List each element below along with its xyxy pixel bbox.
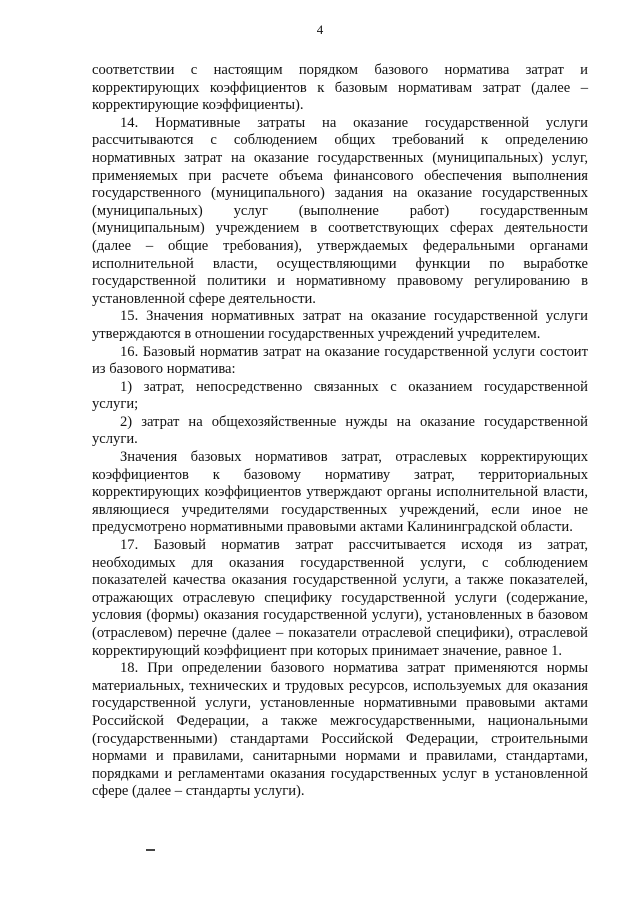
paragraph-16: 16. Базовый норматив затрат на оказание государственной услуги состоит из базового норматива:: [92, 343, 588, 378]
list-item-1: 1) затрат, непосредственно связанных с оказанием государственной услуги;: [92, 378, 588, 413]
paragraph-base-values: Значения базовых нормативов затрат, отраслевых корректирующих коэффициентов к базовому нормативу затрат, территориальных корректирующих коэффициентов утверждают органы исполнительной власти, являющиеся учредителями государственных учреждений, если иное не предусмотрено нормативными правовыми актами Калининградской области.: [92, 449, 588, 536]
list-item-2: 2) затрат на общехозяйственные нужды на оказание государственной услуги.: [92, 413, 588, 448]
paragraph-14: 14. Нормативные затраты на оказание государственной услуги рассчитываются с соблюдением общих требований к определению нормативных затрат на оказание государственных (муниципальных) услуг, применяемых при расчете объема финансового обеспечения выполнения государственного (муниципального) задания на оказание государственных (муниципальных) услуг (выполнение работ) государственным (муниципальным) учреждением в соответствующих сферах деятельности (далее – общие требования), утверждаемых федеральными органами исполнительной власти, осуществляющими функции по выработке государственной политики и нормативному правовому регулированию в установленной сфере деятельности.: [92, 114, 588, 307]
page-number: 4: [316, 22, 324, 37]
document-body: [92, 62, 588, 801]
page-mark: [146, 849, 155, 851]
paragraph-18: 18. При определении базового норматива затрат применяются нормы материальных, технических и трудовых ресурсов, используемых для оказания государственной услуги, установленные нормативными правовыми актами Российской Федерации, а также межгосударственными, национальными (государственными) стандартами Российской Федерации, строительными нормами и правилами, санитарными нормами и правилами, стандартами, порядками и регламентами оказания государственных услуг в установленной сфере (далее – стандарты услуги).: [92, 660, 588, 800]
paragraph-15: 15. Значения нормативных затрат на оказание государственной услуги утверждаются в отношении государственных учреждений учредителем.: [92, 308, 588, 342]
paragraph-17: 17. Базовый норматив затрат рассчитывается исходя из затрат, необходимых для оказания государственной услуги, с соблюдением показателей качества оказания государственной услуги, а также показателей, отражающих отраслевую специфику государственной услуги (содержание, условия (формы) оказания государственной услуги), установленных в базовом (отраслевом) перечне (далее – показатели отраслевой специфики), отраслевой корректирующий коэффициент при которых принимает значение, равное 1.: [92, 537, 588, 659]
paragraph-continuation: соответствии с настоящим порядком базового норматива затрат и корректирующих коэффициентов к базовым нормативам затрат (далее – корректирующие коэффициенты).: [92, 62, 588, 114]
